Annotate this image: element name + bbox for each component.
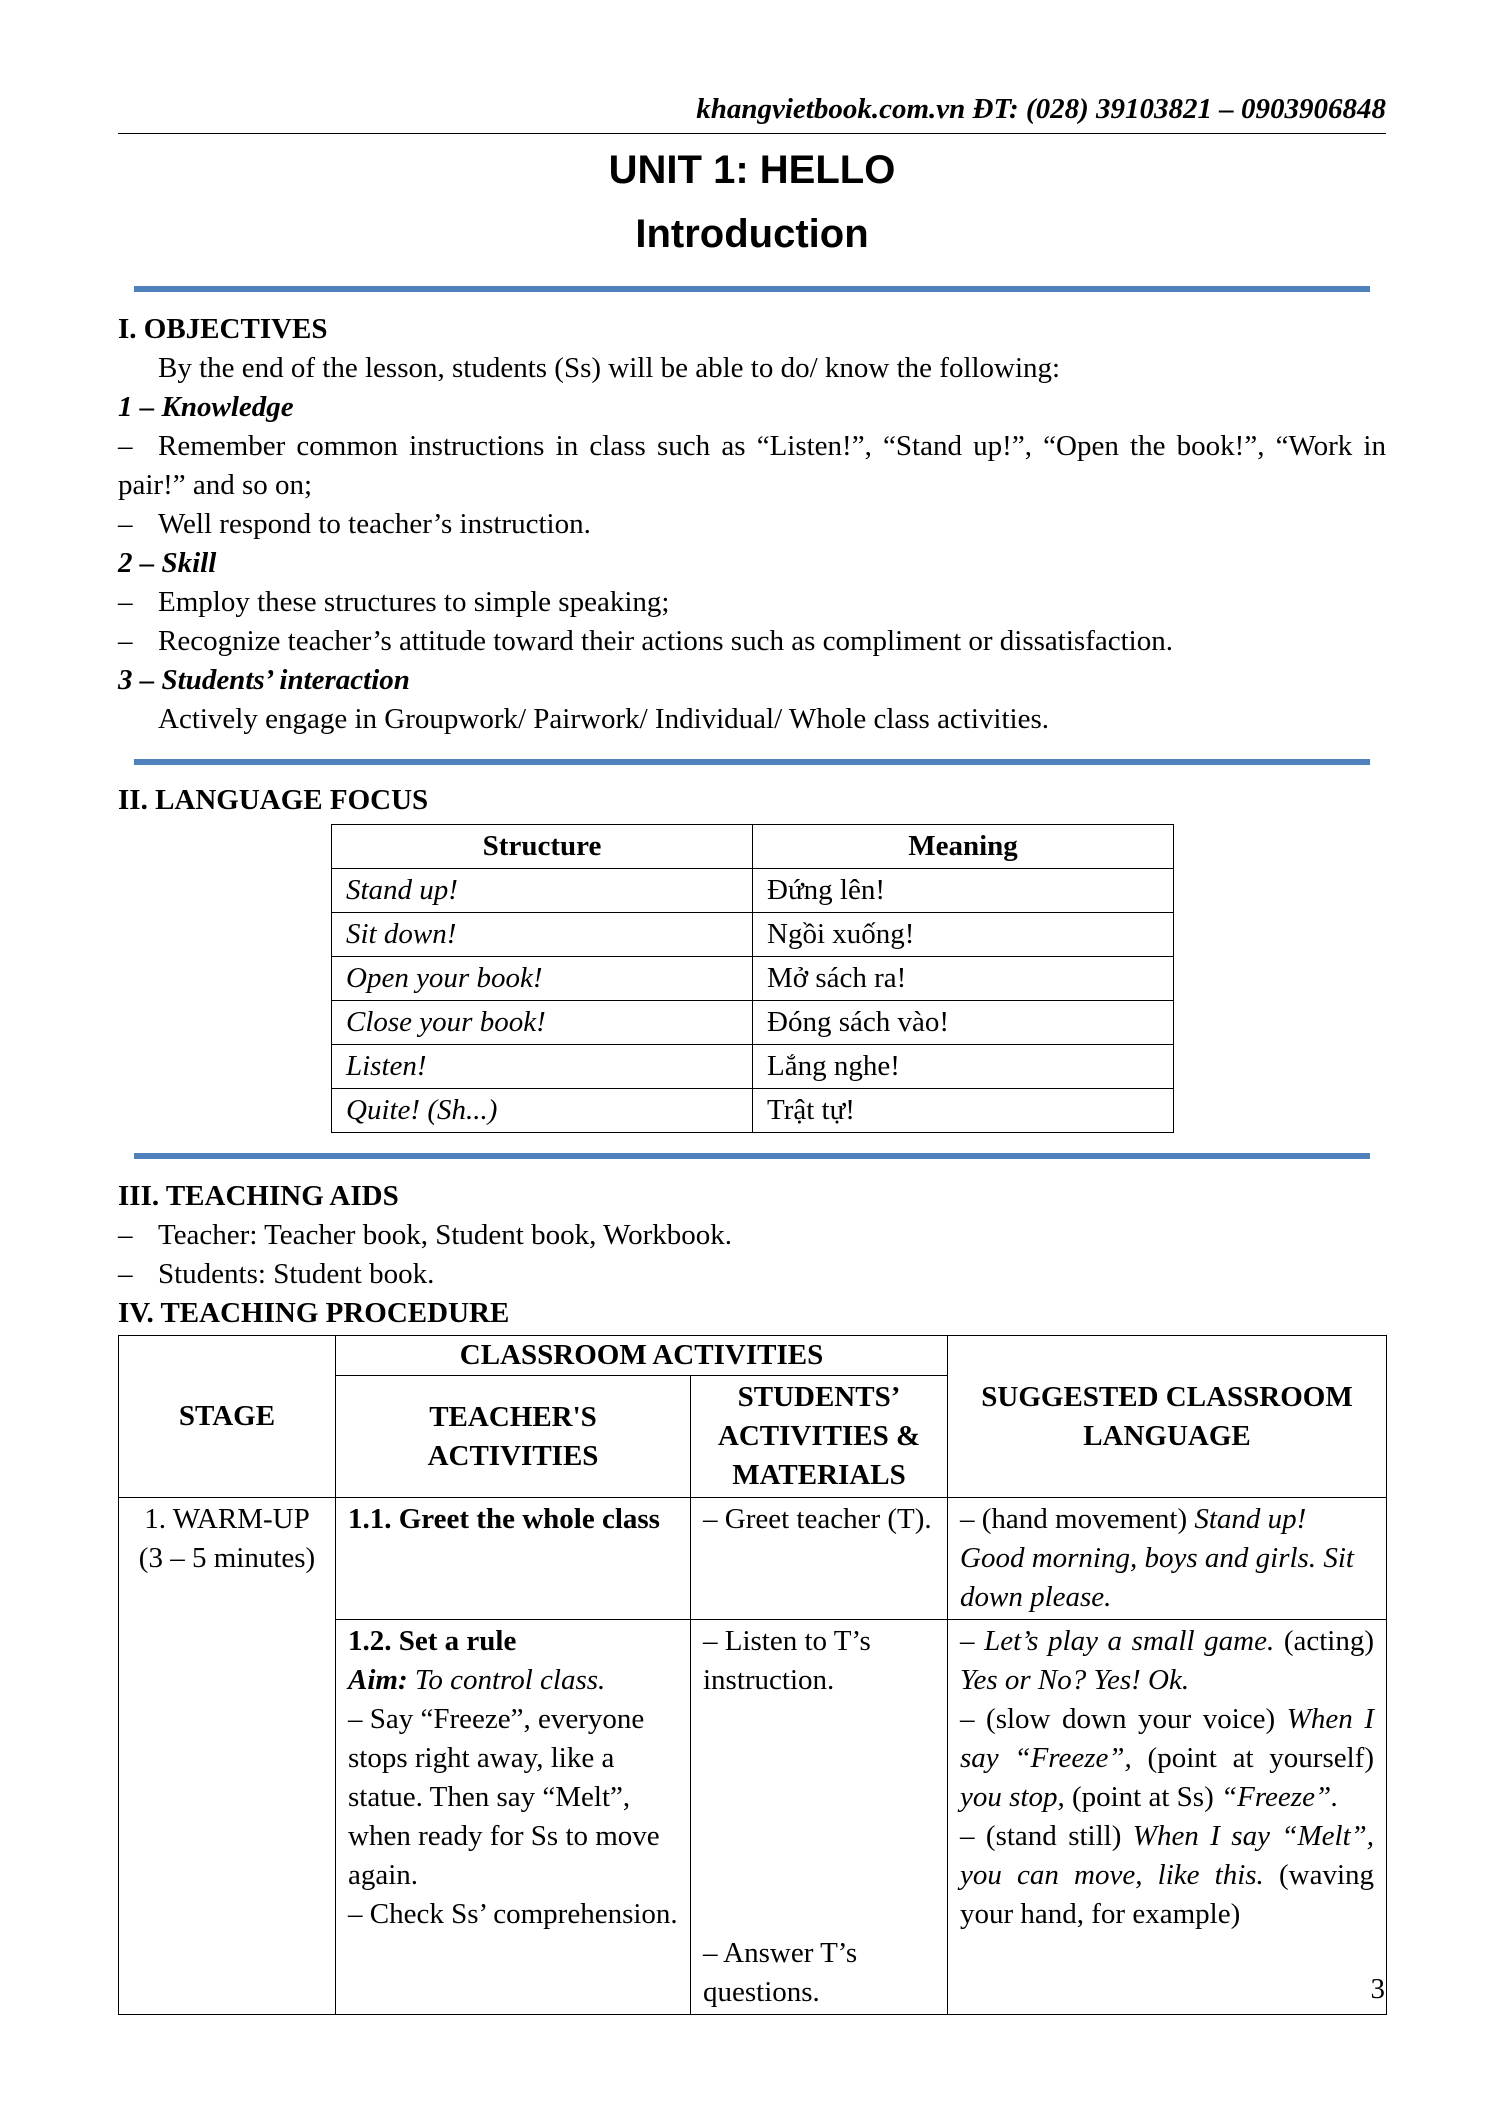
table-row: Quite! (Sh...) Trật tự! — [332, 1089, 1174, 1133]
column-header-language: SUGGESTED CLASSROOM LANGUAGE — [948, 1336, 1387, 1498]
teaching-aid-item: – Students: Student book. — [118, 1258, 435, 1290]
page-subtitle: Introduction — [635, 212, 869, 256]
language-focus-table — [331, 824, 1174, 1133]
teacher-activity: 1.1. Greet the whole class — [336, 1498, 691, 1620]
interaction-heading: 3 – Students’ interaction — [118, 664, 410, 696]
students-activity: – Greet teacher (T). — [691, 1498, 948, 1620]
stage-cell: 1. WARM-UP (3 – 5 minutes) — [119, 1498, 336, 2015]
knowledge-item: – Remember common instructions in class such as “Listen!”, “Stand up!”, “Open the book!”, “Work in pair!” and so on; — [118, 430, 1386, 501]
interaction-text: Actively engage in Groupwork/ Pairwork/ Individual/ Whole class activities. — [158, 703, 1049, 735]
objectives-heading: I. OBJECTIVES — [118, 313, 328, 345]
table-row: Open your book! Mở sách ra! — [332, 957, 1174, 1001]
objectives-intro: By the end of the lesson, students (Ss) will be able to do/ know the following: — [158, 352, 1061, 384]
knowledge-item: – Well respond to teacher’s instruction. — [118, 508, 591, 540]
teacher-activity: 1.2. Set a rule Aim: To control class. – Say “Freeze”, everyone stops right away, like a statue. Then say “Melt”, when ready for Ss to move again. – Check Ss’ comprehension. — [336, 1620, 691, 2015]
column-header-teacher: TEACHER'S ACTIVITIES — [336, 1376, 691, 1498]
section-divider — [134, 1153, 1370, 1159]
teaching-aid-item: – Teacher: Teacher book, Student book, Workbook. — [118, 1219, 732, 1251]
classroom-language: – Let’s play a small game. (acting) Yes or No? Yes! Ok. – (slow down your voice) When I say “Freeze”, (point at yourself) you stop, (point at Ss) “Freeze”. – (stand still) When I say “Melt”, you can move, like this. (waving your hand, for example) — [948, 1620, 1387, 2015]
column-header-stage: STAGE — [119, 1336, 336, 1498]
page-number: 3 — [1370, 1973, 1385, 2005]
table-row: Sit down! Ngồi xuống! — [332, 913, 1174, 957]
classroom-language: – (hand movement) Stand up! Good morning, boys and girls. Sit down please. — [948, 1498, 1387, 1620]
column-header-students: STUDENTS’ ACTIVITIES & MATERIALS — [691, 1376, 948, 1498]
teaching-aids-heading: III. TEACHING AIDS — [118, 1180, 399, 1212]
table-row — [119, 1498, 1387, 1620]
students-activity: – Listen to T’s instruction. – Answer T’s questions. — [691, 1620, 948, 2015]
skill-item: – Employ these structures to simple speaking; — [118, 586, 670, 618]
skill-heading: 2 – Skill — [118, 547, 217, 579]
skill-item: – Recognize teacher’s attitude toward their actions such as compliment or dissatisfaction. — [118, 625, 1173, 657]
table-row: Close your book! Đóng sách vào! — [332, 1001, 1174, 1045]
column-header-meaning: Meaning — [753, 825, 1174, 869]
column-header-classroom-activities: CLASSROOM ACTIVITIES — [336, 1336, 948, 1376]
language-focus-heading: II. LANGUAGE FOCUS — [118, 784, 429, 816]
procedure-table — [118, 1335, 1387, 2015]
knowledge-heading: 1 – Knowledge — [118, 391, 294, 423]
page-title: UNIT 1: HELLO — [608, 148, 896, 192]
document-page — [118, 90, 1386, 2015]
section-divider — [134, 286, 1370, 292]
header-contact: khangvietbook.com.vn ĐT: (028) 39103821 – 0903906848 — [118, 90, 1386, 134]
table-row: Stand up! Đứng lên! — [332, 869, 1174, 913]
section-divider — [134, 759, 1370, 765]
table-row: Listen! Lắng nghe! — [332, 1045, 1174, 1089]
procedure-heading: IV. TEACHING PROCEDURE — [118, 1297, 510, 1329]
column-header-structure: Structure — [332, 825, 753, 869]
